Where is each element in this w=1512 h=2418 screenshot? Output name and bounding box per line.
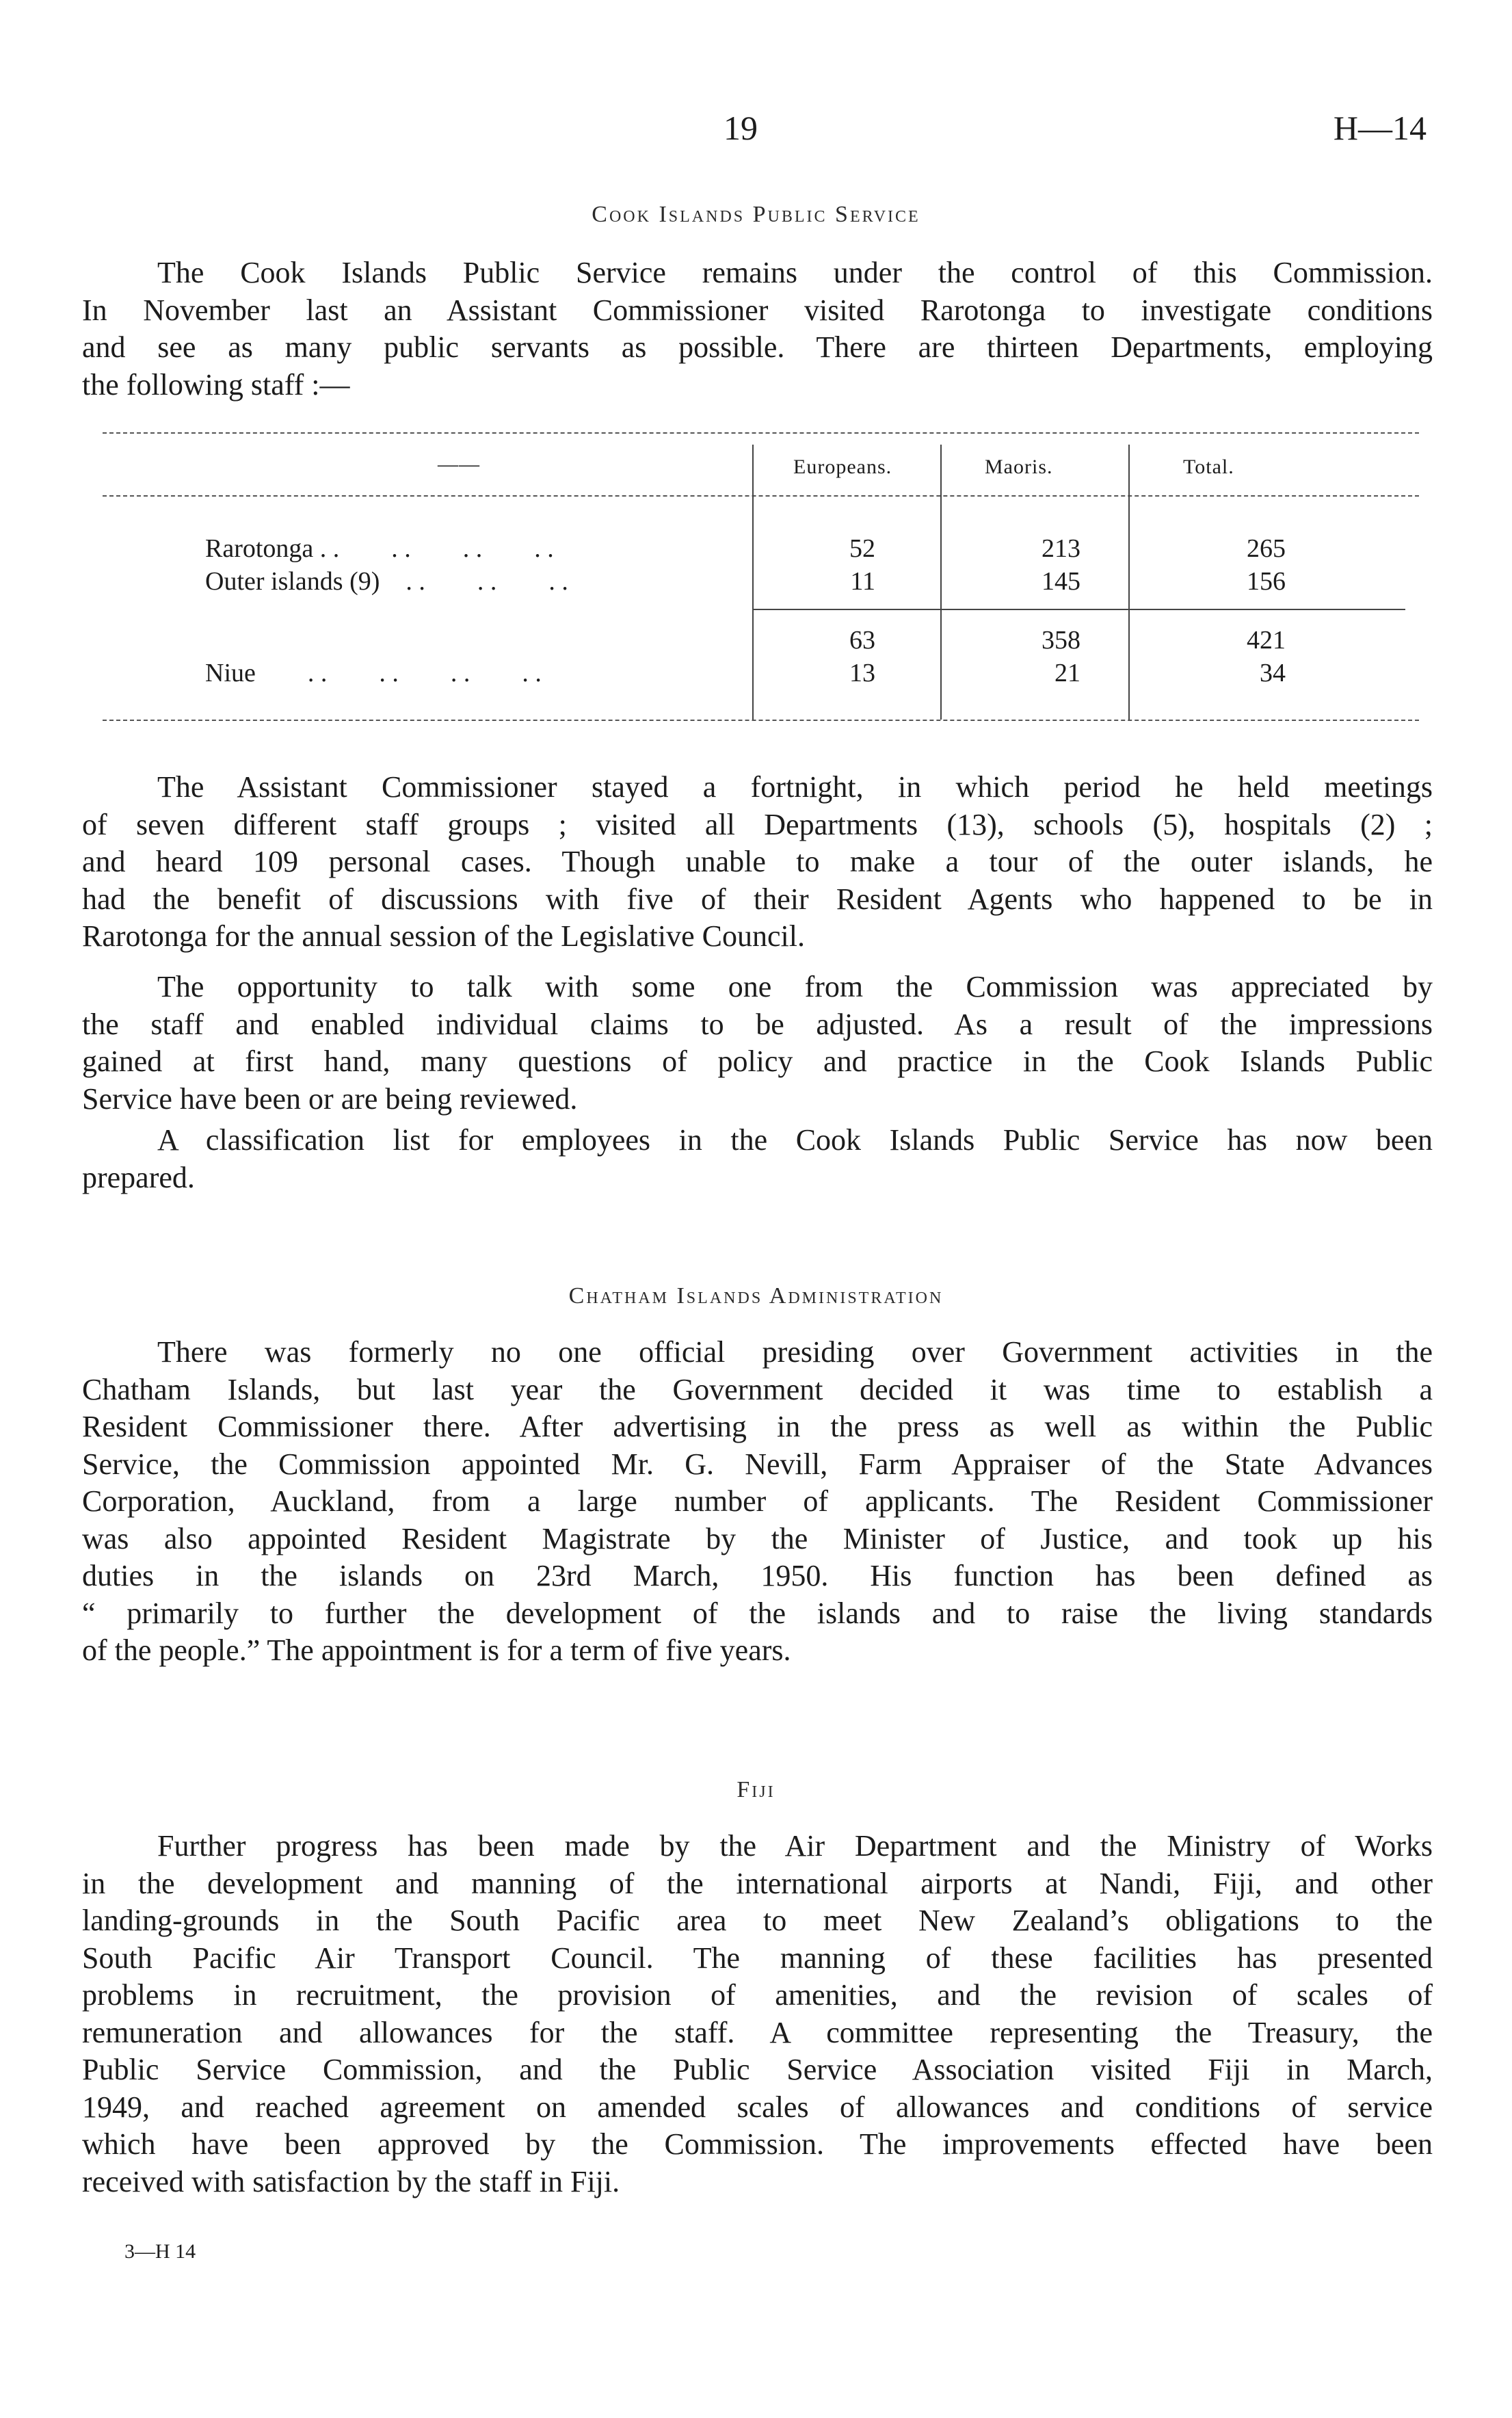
text-line: In November last an Assistant Commissioner visited Rarotonga to investigate conditions [82, 293, 1433, 327]
text-line: received with satisfaction by the staff in Fiji. [82, 2164, 620, 2198]
text-line: which have been approved by the Commission. The improvements effected have been [82, 2127, 1433, 2161]
column-divider [752, 445, 754, 720]
text-line: South Pacific Air Transport Council. The manning of these facilities has presented [82, 1941, 1433, 1975]
text-line: A classification list for employees in the Cook Islands Public Service has now been [157, 1123, 1433, 1157]
cell-total-subtotal: 421 [1247, 626, 1286, 655]
section-heading-chatham-islands: Chatham Islands Administration [568, 1283, 944, 1309]
table-rule-header [103, 495, 1419, 497]
column-divider [940, 445, 942, 720]
row-label-rarotonga: Rarotonga . . . . . . . . [205, 534, 554, 563]
text-line: “ primarily to further the development of the islands and to raise the living standards [82, 1596, 1433, 1630]
text-line: duties in the islands on 23rd March, 1950. His function has been defined as [82, 1559, 1433, 1592]
cell-total: 156 [1247, 567, 1286, 596]
column-header-blank: —— [438, 453, 480, 475]
table-rule-bottom [103, 720, 1419, 721]
text-line: problems in recruitment, the provision of amenities, and the revision of scales of [82, 1978, 1433, 2012]
staff-table [82, 432, 1419, 720]
column-header-total: Total. [1183, 456, 1234, 478]
paragraph-fiji [82, 1828, 1433, 2200]
text-line: Chatham Islands, but last year the Government decided it was time to establish a [82, 1372, 1433, 1406]
text-line: Service have been or are being reviewed. [82, 1081, 578, 1116]
paragraph-cook-classification [82, 1122, 1433, 1196]
text-line: The Cook Islands Public Service remains under the control of this Commission. [157, 256, 1433, 289]
text-line: and see as many public servants as possible. There are thirteen Departments, employing [82, 330, 1433, 364]
column-header-europeans: Europeans. [793, 456, 892, 478]
text-line: Rarotonga for the annual session of the Legislative Council. [82, 919, 805, 953]
text-line: Public Service Commission, and the Public Service Association visited Fiji in March, [82, 2053, 1433, 2086]
text-line: Service, the Commission appointed Mr. G. Nevill, Farm Appraiser of the State Advances [82, 1447, 1433, 1481]
cell-maoris: 213 [1042, 534, 1080, 563]
subtotal-rule [752, 609, 1405, 610]
text-line: Further progress has been made by the Air Department and the Ministry of Works [157, 1829, 1433, 1863]
document-code: H—14 [1333, 109, 1427, 147]
text-line: of seven different staff groups ; visited all Departments (13), schools (5), hospitals (2) ; [82, 807, 1433, 841]
paragraph-chatham [82, 1334, 1433, 1670]
cell-total: 265 [1247, 534, 1286, 563]
cell-europeans: 11 [850, 567, 875, 596]
text-line: the staff and enabled individual claims to be adjusted. As a result of the impressions [82, 1007, 1433, 1041]
section-heading-cook-islands: Cook Islands Public Service [592, 202, 920, 227]
row-label-niue: Niue . . . . . . . . [205, 659, 542, 687]
text-line: prepared. [82, 1160, 195, 1194]
paragraph-cook-visit [82, 769, 1433, 956]
section-heading-fiji: Fiji [737, 1777, 775, 1802]
cell-europeans-subtotal: 63 [849, 626, 875, 655]
cell-maoris: 145 [1042, 567, 1080, 596]
cell-total: 34 [1260, 659, 1286, 687]
column-header-maoris: Maoris. [985, 456, 1053, 478]
text-line: remuneration and allowances for the staff. A committee representing the Treasury, the [82, 2015, 1433, 2049]
cell-maoris-subtotal: 358 [1042, 626, 1080, 655]
text-line: Corporation, Auckland, from a large number of applicants. The Resident Commissioner [82, 1484, 1433, 1518]
text-line: gained at first hand, many questions of policy and practice in the Cook Islands Public [82, 1044, 1433, 1078]
cell-europeans: 52 [849, 534, 875, 563]
text-line: and heard 109 personal cases. Though unable to make a tour of the outer islands, he [82, 845, 1433, 878]
paragraph-cook-intro [82, 254, 1433, 404]
cell-europeans: 13 [849, 659, 875, 687]
text-line: The opportunity to talk with some one from the Commission was appreciated by [157, 970, 1433, 1003]
cell-maoris: 21 [1055, 659, 1080, 687]
table-rule-top [103, 432, 1419, 434]
page-number: 19 [724, 109, 758, 147]
column-divider [1128, 445, 1130, 720]
text-line: There was formerly no one official presiding over Government activities in the [157, 1335, 1433, 1369]
text-line: 1949, and reached agreement on amended scales of allowances and conditions of service [82, 2090, 1433, 2124]
text-line: landing-grounds in the South Pacific area to meet New Zealand’s obligations to the [82, 1904, 1433, 1937]
text-line: of the people.” The appointment is for a term of five years. [82, 1633, 791, 1667]
row-label-outer-islands: Outer islands (9) . . . . . . [205, 567, 568, 596]
text-line: was also appointed Resident Magistrate by the Minister of Justice, and took up his [82, 1521, 1433, 1555]
paragraph-cook-opportunity [82, 969, 1433, 1118]
text-line: Resident Commissioner there. After advertising in the press as well as within the Public [82, 1410, 1433, 1443]
text-line: in the development and manning of the international airports at Nandi, Fiji, and other [82, 1866, 1433, 1900]
text-line: had the benefit of discussions with five of their Resident Agents who happened to be in [82, 882, 1433, 916]
footer-signature: 3—H 14 [124, 2240, 196, 2263]
text-line: The Assistant Commissioner stayed a fortnight, in which period he held meetings [157, 770, 1433, 804]
text-line: the following staff :— [82, 367, 350, 402]
